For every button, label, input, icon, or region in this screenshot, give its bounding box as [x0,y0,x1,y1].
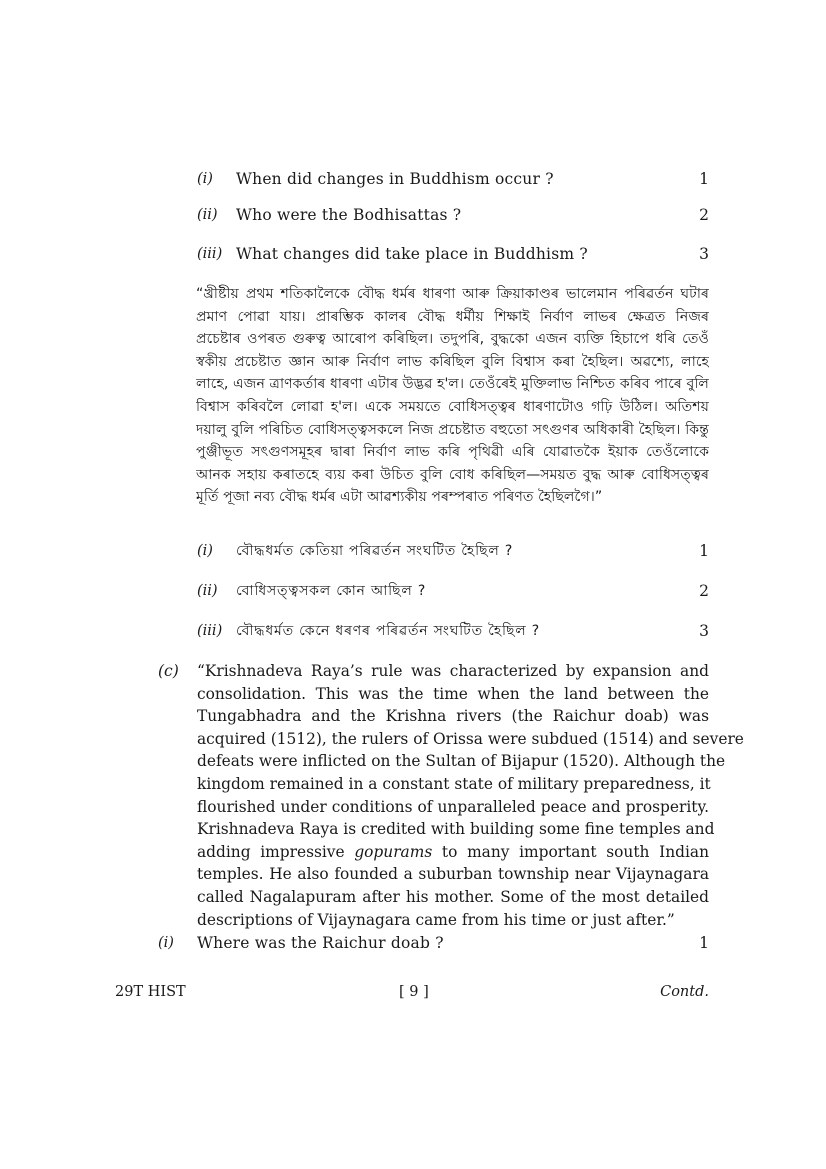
passage-text: adding impressive [197,842,355,861]
section-c-passage [197,660,744,931]
question-number: (ii) [197,583,218,599]
assamese-question-iii [197,619,709,643]
passage-line: বিশ্বাস কৰিবলৈ লোৱা হ'ল। একে সময়তে বোধিসত্ত্বৰ ধাৰণাটোও গঢ়ি উঠিল। অতিশয় [196,398,709,415]
passage-line: মূৰ্তি পূজা নব্য বৌদ্ধ ধৰ্মৰ এটা আৱশ্যকীয় পৰম্পৰাত পৰিণত হৈছিলগৈ।” [196,489,603,506]
passage-line: acquired (1512), the rulers of Orissa were subdued (1514) and severe [197,729,744,748]
passage-line: Krishnadeva Raya is credited with building some fine temples and [197,820,715,839]
question-marks: 1 [699,170,709,188]
page-number: [ 9 ] [399,984,429,1000]
passage-line: defeats were inflicted on the Sultan of Bijapur (1520). Although the [197,752,726,771]
question-number: (i) [197,543,213,559]
question-number: (iii) [197,246,223,262]
passage-line: kingdom remained in a constant state of military preparedness, it [197,774,711,793]
gopurams-term: gopurams [354,842,433,861]
question-text: বৌদ্ধধৰ্মত কেনে ধৰণৰ পৰিৱৰ্তন সংঘটিত হৈছিল ? [236,623,540,639]
question-c-i [158,931,709,955]
question-marks: 1 [699,934,709,952]
question-b-i [197,167,709,191]
assamese-question-i [197,539,709,563]
passage-line: Tungabhadra and the Krishna rivers (the Raichur doab) was [197,707,709,726]
question-marks: 3 [699,245,709,263]
assamese-passage [196,283,709,509]
passage-line: “খ্ৰীষ্টীয় প্ৰথম শতিকালৈকে বৌদ্ধ ধৰ্মৰ ধাৰণা আৰু ক্ৰিয়াকাণ্ডৰ ভালেমান পৰিৱৰ্তন ঘটাৰ [196,286,709,302]
page-footer [115,981,709,1003]
passage-line: আনক সহায় কৰাতহে ব্যয় কৰা উচিত বুলি বোধ কৰিছিল—সময়ত বুদ্ধ আৰু বোধিসত্ত্বৰ [196,466,709,483]
passage-line: পুঞ্জীভূত সৎগুণসমূহৰ দ্বাৰা নিৰ্বাণ লাভ কৰি পৃথিৱী এৰি যোৱাতকৈ ইয়াক তেওঁলোকে [196,444,709,461]
passage-line: called Nagalapuram after his mother. Some of the most detailed [197,887,709,906]
question-marks: 2 [699,582,709,600]
paper-code: 29T HIST [115,984,186,1000]
question-number: (ii) [197,207,218,223]
passage-line: consolidation. This was the time when the land between the [197,684,709,703]
question-number: (i) [197,171,213,187]
question-text: বোধিসত্ত্বসকল কোন আছিল ? [236,583,427,599]
question-marks: 2 [699,206,709,224]
question-b-ii [197,203,709,227]
question-b-iii [197,242,709,266]
question-number: (i) [158,935,174,951]
question-text: Who were the Bodhisattas ? [236,206,462,224]
question-text: When did changes in Buddhism occur ? [236,170,554,188]
passage-line: descriptions of Vijaynagara came from his time or just after.” [197,910,675,929]
question-number: (iii) [197,623,223,639]
passage-line: temples. He also founded a suburban township near Vijaynagara [197,865,709,884]
passage-text: to many important south Indian [432,842,709,861]
question-text: Where was the Raichur doab ? [197,934,444,952]
section-c-label: (c) [158,662,179,680]
question-text: What changes did take place in Buddhism ? [236,245,588,263]
passage-line: প্ৰমাণ পোৱা যায়। প্ৰাৰম্ভিক কালৰ বৌদ্ধ ধৰ্মীয় শিক্ষাই নিৰ্বাণ লাভৰ ক্ষেত্ৰত নিজৰ [196,308,709,325]
question-marks: 1 [699,542,709,560]
passage-line: স্বকীয় প্ৰচেষ্টাত জ্ঞান আৰু নিৰ্বাণ লাভ কৰিছিল বুলি বিশ্বাস কৰা হৈছিল। অৱশ্যে, লাহে [196,353,709,370]
passage-line: লাহে, এজন ত্ৰাণকৰ্তাৰ ধাৰণা এটাৰ উদ্ভৱ হ'ল। তেওঁৰেই মুক্তিলাভ নিশ্চিত কৰিব পাৰে বুলি [196,376,709,393]
continued-label: Contd. [660,984,709,1000]
passage-line: flourished under conditions of unparalleled peace and prosperity. [197,797,709,816]
passage-line: দয়ালু বুলি পৰিচিত বোধিসত্ত্বসকলে নিজ প্ৰচেষ্টাত বহুতো সৎগুণৰ অধিকাৰী হৈছিল। কিন্তু [196,421,709,438]
passage-line: প্ৰচেষ্টাৰ ওপৰত গুৰুত্ব আৰোপ কৰিছিল। তদুপৰি, বুদ্ধকো এজন ব্যক্তি হিচাপে ধৰি তেওঁ [196,331,709,348]
question-marks: 3 [699,622,709,640]
passage-line [197,841,709,864]
question-text: বৌদ্ধধৰ্মত কেতিয়া পৰিৱৰ্তন সংঘটিত হৈছিল ? [236,543,514,559]
assamese-question-ii [197,579,709,603]
passage-line: “Krishnadeva Raya’s rule was characterized by expansion and [197,662,709,680]
